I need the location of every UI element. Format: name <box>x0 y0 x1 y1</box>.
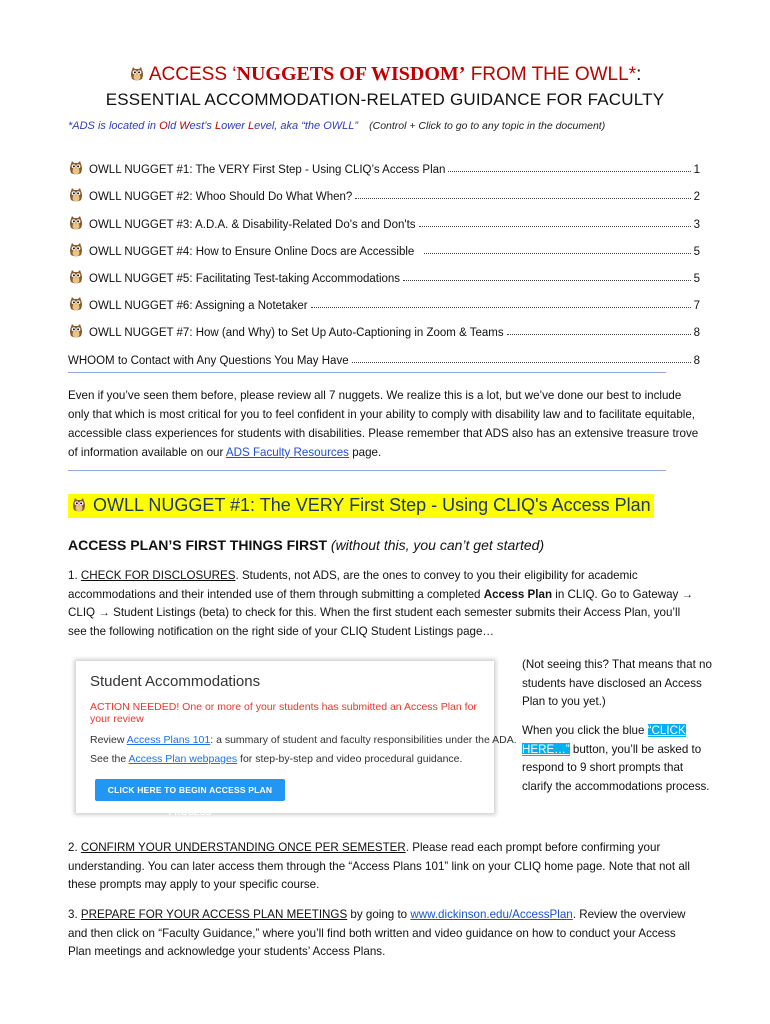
access-plan-webpages-link: Access Plan webpages <box>128 753 238 765</box>
toc-entry-nugget-7[interactable] <box>68 312 700 339</box>
toc-label[interactable]: OWLL NUGGET #5: Facilitating Test-taking Accommodations <box>89 272 401 285</box>
toc-leader <box>419 226 691 227</box>
toc-leader <box>311 307 691 308</box>
toc-leader <box>507 334 691 335</box>
toc-page: 3 <box>693 218 700 231</box>
title-suffix: FROM THE OWLL* <box>465 64 637 85</box>
location-text: ld <box>167 120 180 132</box>
toc-entry-nugget-4[interactable] <box>68 231 700 258</box>
owl-icon <box>68 215 84 231</box>
title-bold: NUGGETS OF WISDOM’ <box>236 63 466 85</box>
table-of-contents <box>68 149 700 367</box>
step-number: 1. <box>68 569 81 582</box>
cliq-notification-screenshot <box>76 661 517 817</box>
review-line <box>90 734 517 746</box>
step-bold: Access Plan <box>483 587 553 601</box>
intro-text: page. <box>348 446 382 459</box>
location-letter-w: W <box>179 120 190 132</box>
click-here-highlight: “CLICK HERE…” <box>522 724 686 756</box>
toc-entry-nugget-5[interactable] <box>68 258 700 285</box>
divider <box>68 372 666 373</box>
toc-label[interactable]: WHOOM to Contact with Any Questions You May Have <box>68 354 349 367</box>
control-click-hint: (Control + Click to go to any topic in the document) <box>369 120 606 132</box>
review-text: Review <box>90 734 127 746</box>
document-subtitle: ESSENTIAL ACCOMMODATION-RELATED GUIDANCE FOR FACULTY <box>105 90 665 109</box>
divider <box>68 470 666 471</box>
step-number: 3. <box>68 908 81 921</box>
location-text: est’s <box>189 120 215 132</box>
intro-paragraph <box>68 386 700 462</box>
toc-entry-nugget-1[interactable] <box>68 149 700 176</box>
location-note <box>68 120 605 132</box>
title-prefix: ACCESS ‘ <box>148 64 237 85</box>
toc-entry-nugget-3[interactable] <box>68 203 700 230</box>
toc-leader <box>424 253 690 254</box>
toc-label[interactable]: OWLL NUGGET #1: The VERY First Step - Using CLIQ’s Access Plan <box>89 164 446 177</box>
toc-label[interactable]: OWLL NUGGET #3: A.D.A. & Disability-Related Do's and Don'ts <box>89 218 416 231</box>
owl-icon <box>68 269 84 285</box>
owl-icon <box>68 160 84 176</box>
location-letter-l: L <box>214 120 222 132</box>
step-title: CONFIRM YOUR UNDERSTANDING ONCE PER SEMESTER <box>80 841 406 854</box>
step-title: PREPARE FOR YOUR ACCESS PLAN MEETINGS <box>80 908 348 921</box>
location-letter-o: O <box>159 120 168 132</box>
toc-leader <box>448 171 690 172</box>
subheading-bold: ACCESS PLAN’S FIRST THINGS FIRST <box>68 537 328 553</box>
toc-entry-contact[interactable] <box>68 339 700 366</box>
side-note-not-seeing: (Not seeing this? That means that no students have disclosed an Access Plan to you yet.) <box>522 658 712 708</box>
toc-leader <box>355 198 690 199</box>
side-note-click-here <box>522 722 712 796</box>
owl-icon <box>129 66 145 82</box>
location-letter-l2: L <box>248 120 255 132</box>
see-text: for step-by-step and video procedural guidance. <box>237 753 463 765</box>
toc-entry-nugget-2[interactable] <box>68 176 700 203</box>
section-heading-text: OWLL NUGGET #1: The VERY First Step - Using CLIQ's Access Plan <box>93 495 651 515</box>
toc-leader <box>403 280 691 281</box>
section-heading-nugget-1 <box>68 494 654 518</box>
step-2-paragraph <box>68 839 702 895</box>
title-colon: : <box>636 64 642 85</box>
screenshot-title: Student Accommodations <box>90 673 261 690</box>
owl-icon <box>68 296 84 312</box>
step-text: . Review the overview and then click on “Faculty Guidance,” where you’ll find both written and video guidance on how to conduct your Access Plan meetings and acknowledge your students’ Access Plans. <box>68 908 686 958</box>
toc-leader <box>352 362 691 363</box>
ads-faculty-resources-link[interactable]: ADS Faculty Resources <box>225 446 349 459</box>
side-note-text: When you click the blue <box>522 724 648 737</box>
location-text: evel, aka “the OWLL” <box>254 120 359 132</box>
toc-page: 5 <box>693 272 700 285</box>
step-3-paragraph <box>68 906 702 962</box>
subheading <box>68 537 544 553</box>
see-line <box>90 753 462 765</box>
toc-page: 5 <box>693 245 700 258</box>
review-text: : a summary of student and faculty responsibilities under the ADA. <box>210 734 517 746</box>
toc-label[interactable]: OWLL NUGGET #4: How to Ensure Online Docs are Accessible <box>89 245 415 258</box>
owl-icon <box>71 497 87 513</box>
see-text: See the <box>90 753 129 765</box>
toc-label[interactable]: OWLL NUGGET #7: How (and Why) to Set Up Auto-Captioning in Zoom & Teams <box>89 327 504 340</box>
step-text: . Students, not ADS, are the ones to convey to you their eligibility for academic accommodations and their intended use of them through submitting a completed <box>68 569 638 601</box>
access-plans-101-link: Access Plans 101 <box>126 734 211 746</box>
subheading-italic: (without this, you can’t get started) <box>327 537 545 553</box>
step-title: CHECK FOR DISCLOSURES <box>80 569 236 582</box>
toc-label[interactable]: OWLL NUGGET #6: Assigning a Notetaker <box>89 300 308 313</box>
owl-icon <box>68 187 84 203</box>
toc-entry-nugget-6[interactable] <box>68 285 700 312</box>
location-text: ower <box>221 120 248 132</box>
step-1-paragraph <box>68 567 702 641</box>
toc-page: 8 <box>693 327 700 340</box>
step-text: . Please read each prompt before confirming your understanding. You can later access them through the “Access Plans 101” link on your CLIQ home page. Note that not all these prompts may apply to your specific course. <box>68 841 690 891</box>
owl-icon <box>68 242 84 258</box>
intro-text: Even if you’ve seen them before, please review all 7 nuggets. We realize this is a lot, but we’ve done our best to include only that which is most critical for you to feel confident in your ability to comply with disability law and to facilitate equitable, accessible class experiences for students with disabilities. Please remember that ADS also has an extensive treasure trove of information available on our <box>68 389 699 459</box>
owl-icon <box>68 323 84 339</box>
step-text: by going to <box>347 908 411 921</box>
begin-access-plan-button: CLICK HERE TO BEGIN ACCESS PLAN PROCESS <box>95 779 285 801</box>
side-note-text: button, you’ll be asked to respond to 9 short prompts that clarify the accommodations process. <box>522 742 710 793</box>
location-text: *ADS is located in <box>68 120 160 132</box>
step-text: in CLIQ. Go to Gateway → CLIQ → Student Listings (beta) to check for this. When the first student each semester submits their Access Plan, you’ll see the following notification on the right side of your CLIQ Student Listings page… <box>68 587 694 638</box>
toc-page: 1 <box>693 164 700 177</box>
access-plan-url-link[interactable]: www.dickinson.edu/AccessPlan <box>410 908 573 921</box>
step-number: 2. <box>68 841 81 854</box>
toc-label[interactable]: OWLL NUGGET #2: Whoo Should Do What When? <box>89 191 353 204</box>
toc-page: 7 <box>693 300 700 313</box>
document-title <box>0 62 770 87</box>
action-needed-text: ACTION NEEDED! One or more of your students has submitted an Access Plan for your review <box>90 701 477 725</box>
toc-page: 2 <box>693 191 700 204</box>
toc-page: 8 <box>693 354 700 367</box>
